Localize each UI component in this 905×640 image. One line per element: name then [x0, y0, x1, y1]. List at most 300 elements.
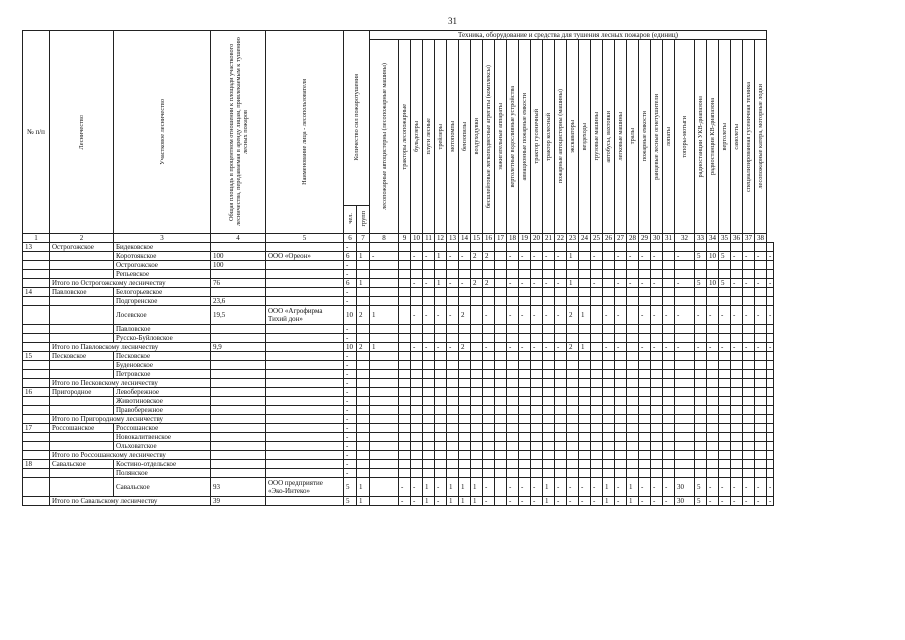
- row-value: [423, 370, 435, 379]
- row-value: -: [719, 343, 731, 352]
- row-value: [459, 406, 471, 415]
- column-number: 36: [731, 234, 743, 243]
- row-lessee: [266, 451, 344, 460]
- row-num: [23, 297, 50, 306]
- header-tech-item: лесопожарные автоцистерны (лесопожарные машины): [380, 63, 388, 210]
- row-lessee: [266, 261, 344, 270]
- row-value: -: [531, 306, 543, 325]
- header-tech-item: авиационные пожарные емкости: [521, 92, 528, 181]
- row-value: [675, 288, 695, 297]
- header-tech-item: ранцевые лесные огнетушители: [653, 93, 660, 180]
- row-value: [603, 388, 615, 397]
- row-value: [663, 279, 675, 288]
- row-value: -: [719, 478, 731, 497]
- row-value: [555, 325, 567, 334]
- row-value: [567, 270, 579, 279]
- row-value: [370, 442, 399, 451]
- row-value: [695, 288, 707, 297]
- row-value: [627, 433, 639, 442]
- row-lessee: [266, 325, 344, 334]
- row-value: [370, 370, 399, 379]
- row-value: [579, 297, 591, 306]
- total-row: [23, 379, 774, 388]
- row-value: [543, 325, 555, 334]
- row-value: -: [755, 497, 767, 506]
- row-value: [399, 279, 411, 288]
- row-value: [591, 388, 603, 397]
- row-value: [591, 397, 603, 406]
- row-value: -: [591, 252, 603, 261]
- header-tech-item: легковые машины: [617, 112, 624, 161]
- row-value: [435, 379, 447, 388]
- row-value: [531, 334, 543, 343]
- row-value: [435, 451, 447, 460]
- row-value: [707, 297, 719, 306]
- row-value: [507, 388, 519, 397]
- row-chel: -: [344, 415, 357, 424]
- row-value: -: [507, 343, 519, 352]
- row-value: [615, 325, 627, 334]
- row-value: [471, 297, 483, 306]
- row-value: -: [555, 497, 567, 506]
- row-value: [471, 306, 483, 325]
- table-row: [23, 352, 774, 361]
- row-value: 1: [603, 497, 615, 506]
- row-value: [471, 388, 483, 397]
- row-value: [695, 433, 707, 442]
- row-lesnichestvo: [50, 325, 114, 334]
- row-value: [603, 352, 615, 361]
- row-value: 5: [695, 279, 707, 288]
- row-value: [543, 370, 555, 379]
- row-value: [411, 288, 423, 297]
- row-grupp: [357, 415, 370, 424]
- row-value: -: [423, 343, 435, 352]
- row-uchastkovoe: Белогорьевское: [114, 288, 211, 297]
- row-value: [767, 388, 774, 397]
- row-value: -: [743, 279, 755, 288]
- row-value: [719, 288, 731, 297]
- row-value: [507, 397, 519, 406]
- row-value: [399, 460, 411, 469]
- row-value: [627, 261, 639, 270]
- row-value: 5: [695, 478, 707, 497]
- row-value: 2: [567, 343, 579, 352]
- row-lesnichestvo: [50, 297, 114, 306]
- row-value: [471, 361, 483, 370]
- row-value: [519, 297, 531, 306]
- row-value: 1: [579, 343, 591, 352]
- row-value: [755, 270, 767, 279]
- row-value: -: [675, 306, 695, 325]
- column-number: 4: [211, 234, 266, 243]
- row-value: [675, 433, 695, 442]
- row-value: [731, 288, 743, 297]
- row-value: -: [707, 497, 719, 506]
- row-value: -: [591, 279, 603, 288]
- row-value: [555, 297, 567, 306]
- row-value: [447, 334, 459, 343]
- row-value: [627, 270, 639, 279]
- row-chel: -: [344, 469, 357, 478]
- table-row: [23, 288, 774, 297]
- row-value: [370, 243, 399, 252]
- row-grupp: [357, 334, 370, 343]
- row-lesnichestvo: Острогожское: [50, 243, 114, 252]
- row-value: [495, 297, 507, 306]
- row-value: [639, 370, 651, 379]
- row-value: 1: [543, 497, 555, 506]
- row-lesnichestvo: Савальское: [50, 460, 114, 469]
- row-area: [211, 334, 266, 343]
- row-value: -: [555, 306, 567, 325]
- row-lessee: [266, 497, 344, 506]
- row-value: [495, 497, 507, 506]
- row-value: [651, 442, 663, 451]
- row-lesnichestvo: [50, 433, 114, 442]
- row-value: [603, 406, 615, 415]
- row-chel: -: [344, 397, 357, 406]
- row-value: 1: [627, 478, 639, 497]
- row-value: [719, 379, 731, 388]
- row-value: [370, 288, 399, 297]
- row-value: [519, 370, 531, 379]
- row-value: [663, 442, 675, 451]
- row-value: [743, 352, 755, 361]
- row-value: [435, 370, 447, 379]
- row-value: [767, 424, 774, 433]
- row-area: 76: [211, 279, 266, 288]
- row-value: [411, 451, 423, 460]
- row-value: [603, 243, 615, 252]
- row-area: [211, 270, 266, 279]
- row-value: [483, 397, 495, 406]
- row-value: -: [531, 343, 543, 352]
- header-tech-item: бесшлейтовые легкоподвесные агрегаты (комплексы): [485, 64, 492, 209]
- row-uchastkovoe: Павловское: [114, 325, 211, 334]
- row-value: [423, 433, 435, 442]
- row-value: [399, 469, 411, 478]
- row-value: [767, 460, 774, 469]
- row-value: [411, 433, 423, 442]
- table-row: [23, 442, 774, 451]
- row-value: [459, 442, 471, 451]
- row-value: [707, 469, 719, 478]
- row-value: [495, 442, 507, 451]
- row-value: [707, 325, 719, 334]
- row-value: [743, 424, 755, 433]
- row-uchastkovoe: Савальское: [114, 478, 211, 497]
- row-value: [471, 469, 483, 478]
- row-value: 5: [719, 252, 731, 261]
- row-value: [531, 288, 543, 297]
- column-number: 6: [344, 234, 357, 243]
- row-value: [695, 397, 707, 406]
- row-value: [507, 243, 519, 252]
- row-value: [743, 243, 755, 252]
- row-value: -: [411, 306, 423, 325]
- row-value: [423, 361, 435, 370]
- row-value: [555, 388, 567, 397]
- row-value: [519, 270, 531, 279]
- total-label: Итого по Острогожскому лесничеству: [50, 279, 211, 288]
- row-value: [731, 433, 743, 442]
- row-value: -: [639, 252, 651, 261]
- row-value: [591, 334, 603, 343]
- row-value: [663, 361, 675, 370]
- column-number: 21: [543, 234, 555, 243]
- row-value: [567, 460, 579, 469]
- row-value: [507, 424, 519, 433]
- row-value: [471, 261, 483, 270]
- row-value: [435, 460, 447, 469]
- row-value: [603, 288, 615, 297]
- row-value: [411, 469, 423, 478]
- row-value: [411, 361, 423, 370]
- column-number: 20: [531, 234, 543, 243]
- row-grupp: [357, 261, 370, 270]
- row-value: [543, 406, 555, 415]
- column-number: 19: [519, 234, 531, 243]
- row-value: 2: [567, 306, 579, 325]
- row-value: [719, 243, 731, 252]
- row-value: [519, 334, 531, 343]
- row-value: [567, 469, 579, 478]
- row-value: [411, 352, 423, 361]
- column-number: 25: [591, 234, 603, 243]
- row-area: [211, 442, 266, 451]
- row-value: [651, 388, 663, 397]
- row-value: [615, 451, 627, 460]
- row-value: [471, 460, 483, 469]
- row-value: [370, 270, 399, 279]
- row-value: [675, 442, 695, 451]
- row-num: [23, 334, 50, 343]
- row-chel: -: [344, 451, 357, 460]
- row-value: [495, 306, 507, 325]
- row-value: [663, 243, 675, 252]
- row-value: [707, 388, 719, 397]
- row-value: -: [695, 343, 707, 352]
- row-value: [543, 424, 555, 433]
- row-value: [731, 442, 743, 451]
- row-value: [651, 415, 663, 424]
- row-uchastkovoe: Петровское: [114, 370, 211, 379]
- row-grupp: [357, 361, 370, 370]
- row-value: [743, 297, 755, 306]
- row-value: [471, 433, 483, 442]
- row-value: [639, 442, 651, 451]
- row-value: [447, 261, 459, 270]
- row-lessee: [266, 433, 344, 442]
- row-value: [567, 297, 579, 306]
- row-value: -: [627, 252, 639, 261]
- row-num: [23, 478, 50, 497]
- row-value: [411, 270, 423, 279]
- row-grupp: [357, 388, 370, 397]
- row-value: -: [615, 343, 627, 352]
- row-value: [767, 361, 774, 370]
- column-number: 9: [399, 234, 411, 243]
- row-value: [755, 288, 767, 297]
- row-value: [507, 442, 519, 451]
- row-value: [399, 306, 411, 325]
- row-grupp: 1: [357, 478, 370, 497]
- row-value: [639, 397, 651, 406]
- row-value: [543, 388, 555, 397]
- row-value: [719, 334, 731, 343]
- row-value: -: [695, 306, 707, 325]
- row-value: [507, 433, 519, 442]
- row-lesnichestvo: [50, 261, 114, 270]
- row-value: [543, 334, 555, 343]
- row-value: [519, 261, 531, 270]
- row-num: [23, 415, 50, 424]
- row-value: [767, 352, 774, 361]
- row-value: [519, 288, 531, 297]
- row-value: [719, 451, 731, 460]
- row-value: -: [519, 497, 531, 506]
- row-value: -: [519, 478, 531, 497]
- row-value: [639, 352, 651, 361]
- row-value: [591, 343, 603, 352]
- row-value: -: [411, 252, 423, 261]
- table-row: [23, 334, 774, 343]
- row-value: [543, 261, 555, 270]
- column-number: 16: [483, 234, 495, 243]
- row-value: [695, 415, 707, 424]
- row-lesnichestvo: Пригородное: [50, 388, 114, 397]
- row-uchastkovoe: Россошанское: [114, 424, 211, 433]
- row-value: -: [591, 478, 603, 497]
- column-number: 38: [755, 234, 767, 243]
- row-value: [615, 352, 627, 361]
- row-value: -: [447, 343, 459, 352]
- row-value: [675, 406, 695, 415]
- row-value: [767, 397, 774, 406]
- row-value: [399, 243, 411, 252]
- row-value: [370, 388, 399, 397]
- header-chel: чел.: [346, 213, 354, 224]
- header-num: № п/п: [23, 31, 50, 234]
- row-value: -: [719, 306, 731, 325]
- row-value: [567, 424, 579, 433]
- row-value: [743, 406, 755, 415]
- row-value: [495, 352, 507, 361]
- row-num: [23, 469, 50, 478]
- row-value: [483, 451, 495, 460]
- row-value: [507, 460, 519, 469]
- row-value: [639, 334, 651, 343]
- row-value: -: [567, 497, 579, 506]
- row-value: [591, 469, 603, 478]
- row-value: -: [675, 343, 695, 352]
- header-tech-item: вертолеты: [721, 122, 728, 151]
- row-value: [507, 261, 519, 270]
- row-value: [495, 343, 507, 352]
- row-value: [423, 460, 435, 469]
- fire-resources-table: [22, 30, 774, 506]
- row-value: [447, 442, 459, 451]
- row-value: [370, 279, 399, 288]
- row-value: [695, 325, 707, 334]
- row-uchastkovoe: Русско-Буйловское: [114, 334, 211, 343]
- row-value: [447, 424, 459, 433]
- row-value: [603, 433, 615, 442]
- row-chel: -: [344, 288, 357, 297]
- row-value: -: [675, 252, 695, 261]
- row-lessee: [266, 415, 344, 424]
- row-value: [755, 370, 767, 379]
- row-chel: -: [344, 406, 357, 415]
- row-lesnichestvo: [50, 361, 114, 370]
- table-row: [23, 243, 774, 252]
- row-value: [370, 261, 399, 270]
- row-value: [591, 370, 603, 379]
- table-row: [23, 252, 774, 261]
- row-value: [627, 424, 639, 433]
- row-value: [651, 424, 663, 433]
- total-label: Итого по Савальскому лесничеству: [50, 497, 211, 506]
- row-value: [447, 379, 459, 388]
- row-num: 13: [23, 243, 50, 252]
- row-lessee: [266, 379, 344, 388]
- header-tech-item: тралы: [629, 128, 636, 145]
- row-value: -: [603, 343, 615, 352]
- row-value: [483, 424, 495, 433]
- row-area: [211, 243, 266, 252]
- row-value: [411, 415, 423, 424]
- row-value: [627, 306, 639, 325]
- row-value: [495, 379, 507, 388]
- row-value: [651, 469, 663, 478]
- row-value: -: [591, 497, 603, 506]
- row-value: [531, 243, 543, 252]
- header-tech-item: экскаваторы: [569, 120, 576, 153]
- row-value: [507, 334, 519, 343]
- row-value: [531, 352, 543, 361]
- row-value: [471, 442, 483, 451]
- row-value: [447, 406, 459, 415]
- row-value: [579, 352, 591, 361]
- row-value: [663, 424, 675, 433]
- row-value: [591, 424, 603, 433]
- header-uchastkovoe: Участковое лесничество: [158, 99, 166, 165]
- row-value: [507, 370, 519, 379]
- row-value: [483, 406, 495, 415]
- row-value: -: [543, 306, 555, 325]
- table-row: [23, 469, 774, 478]
- row-area: [211, 451, 266, 460]
- row-value: [459, 352, 471, 361]
- header-tech-item: тракторы лесопожарные: [401, 103, 408, 170]
- row-value: -: [627, 279, 639, 288]
- row-value: -: [483, 497, 495, 506]
- row-value: 1: [370, 343, 399, 352]
- row-lesnichestvo: [50, 397, 114, 406]
- row-value: -: [615, 478, 627, 497]
- row-value: [411, 334, 423, 343]
- row-value: -: [555, 279, 567, 288]
- column-number: 13: [447, 234, 459, 243]
- row-grupp: [357, 325, 370, 334]
- row-value: [707, 288, 719, 297]
- row-value: [651, 370, 663, 379]
- row-value: [591, 325, 603, 334]
- row-value: [719, 424, 731, 433]
- row-value: [471, 325, 483, 334]
- row-value: [483, 352, 495, 361]
